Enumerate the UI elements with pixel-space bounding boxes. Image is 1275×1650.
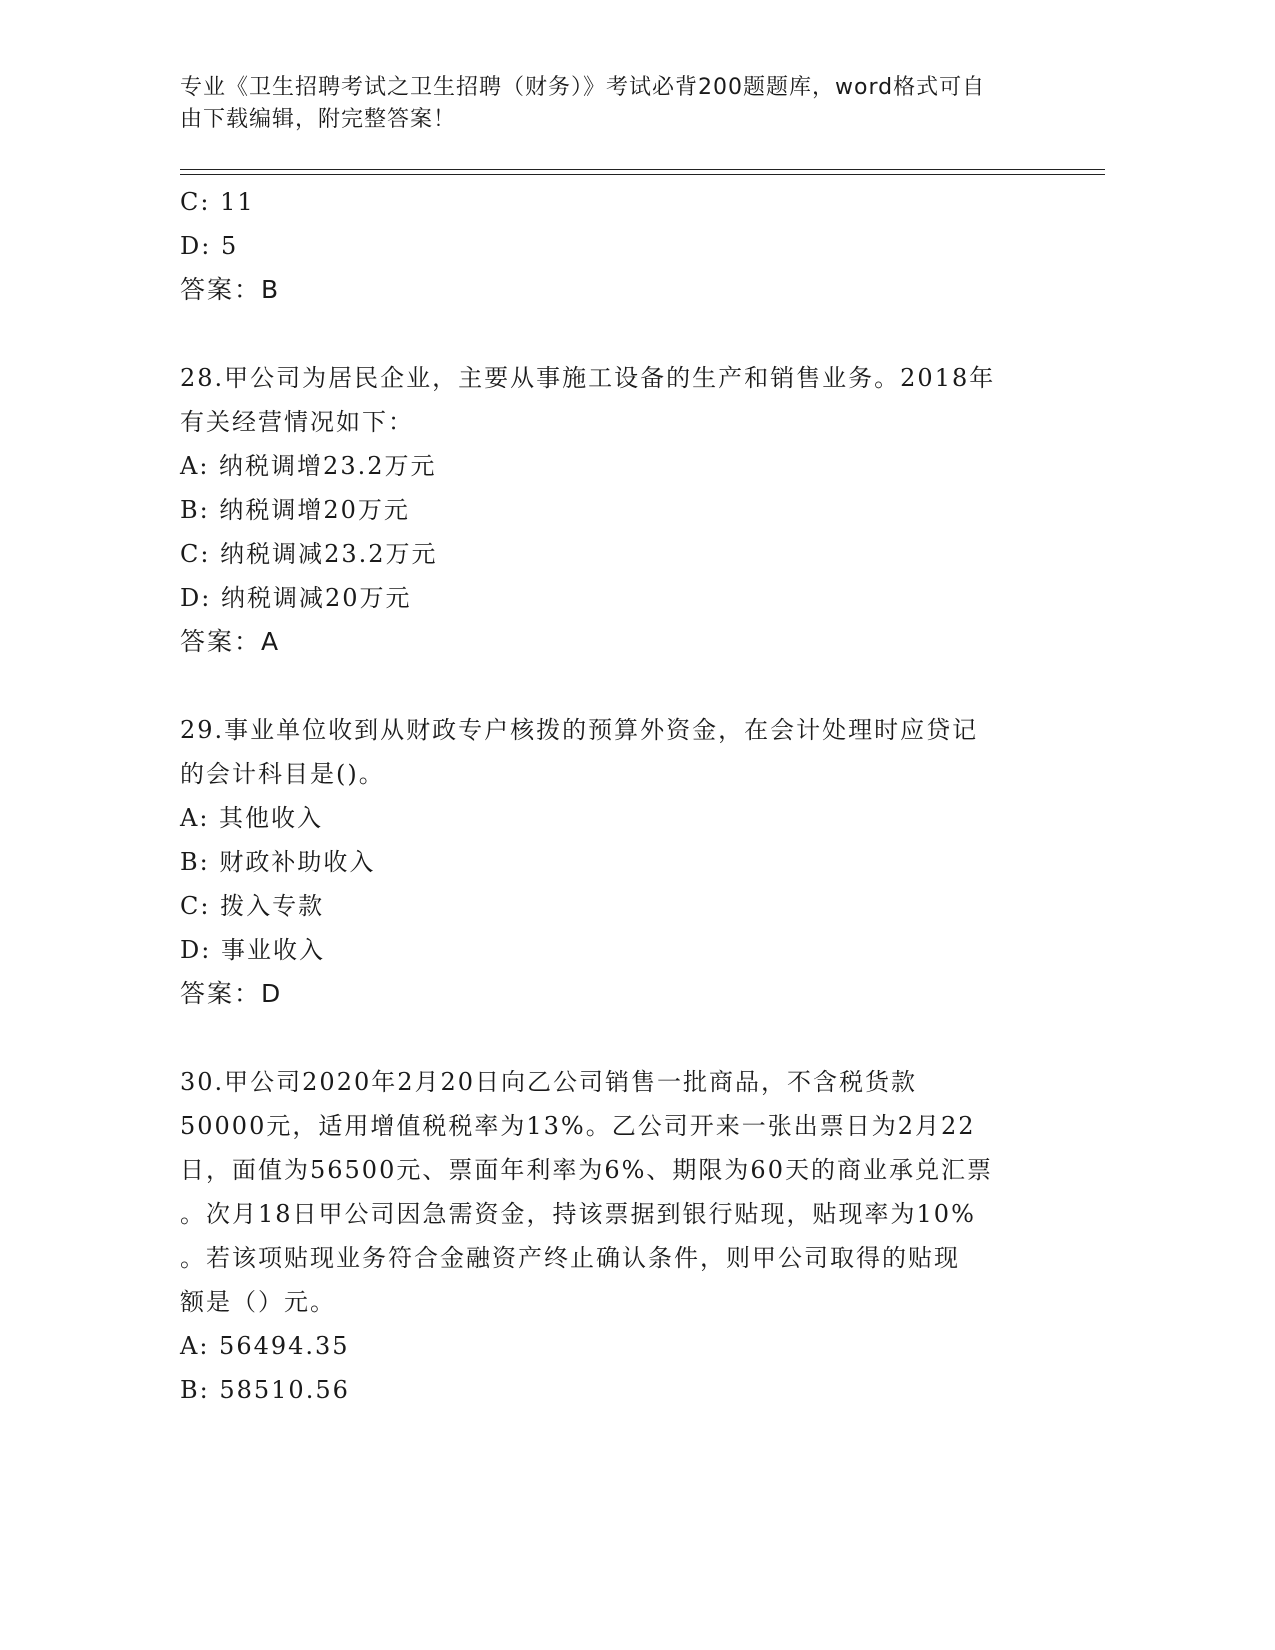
option-a: A: 纳税调增23.2万元 — [180, 452, 437, 480]
option-c: C: 拨入专款 — [180, 892, 325, 920]
spacer — [180, 664, 1060, 708]
question-line: 日，面值为56500元、票面年利率为6%、期限为60天的商业承兑汇票 — [180, 1156, 993, 1184]
answer-line: 答案：D — [180, 979, 283, 1008]
header-line-1: 专业《卫生招聘考试之卫生招聘（财务）》考试必背200题题库，word格式可自 — [180, 75, 986, 100]
question-text — [180, 708, 1060, 796]
answer-line: 答案：B — [180, 275, 281, 304]
document-header — [180, 72, 1060, 136]
question-text — [180, 1060, 1060, 1324]
spacer — [180, 1016, 1060, 1060]
question-28 — [180, 356, 1060, 664]
question-line: 有关经营情况如下： — [180, 408, 414, 436]
option-d: D: 事业收入 — [180, 936, 325, 964]
option-b: B: 纳税调增20万元 — [180, 496, 410, 524]
header-line-2: 由下载编辑，附完整答案！ — [180, 107, 457, 132]
question-line: 50000元，适用增值税税率为13%。乙公司开来一张出票日为2月22 — [180, 1112, 976, 1140]
spacer — [180, 312, 1060, 356]
previous-question-tail — [180, 180, 1060, 312]
question-line: 。若该项贴现业务符合金融资产终止确认条件，则甲公司取得的贴现 — [180, 1244, 960, 1272]
option-c: C: 纳税调减23.2万元 — [180, 540, 438, 568]
question-29 — [180, 708, 1060, 1016]
header-divider-bottom — [180, 174, 1105, 175]
option-d: D: 5 — [180, 232, 239, 260]
question-line: 。次月18日甲公司因急需资金，持该票据到银行贴现，贴现率为10% — [180, 1200, 976, 1228]
option-a: A: 56494.35 — [180, 1332, 350, 1360]
answer-line: 答案：A — [180, 627, 281, 656]
question-line: 28.甲公司为居民企业，主要从事施工设备的生产和销售业务。2018年 — [180, 364, 996, 392]
option-d: D: 纳税调减20万元 — [180, 584, 412, 612]
question-text — [180, 356, 1060, 444]
option-b: B: 财政补助收入 — [180, 848, 376, 876]
question-line: 的会计科目是()。 — [180, 760, 385, 788]
question-line: 29.事业单位收到从财政专户核拨的预算外资金，在会计处理时应贷记 — [180, 716, 979, 744]
question-30 — [180, 1060, 1060, 1412]
option-b: B: 58510.56 — [180, 1376, 350, 1404]
header-divider-top — [180, 169, 1105, 170]
option-c: C: 11 — [180, 188, 255, 216]
question-line: 30.甲公司2020年2月20日向乙公司销售一批商品，不含税货款 — [180, 1068, 918, 1096]
option-a: A: 其他收入 — [180, 804, 324, 832]
question-content — [180, 180, 1060, 1412]
question-line: 额是（）元。 — [180, 1288, 336, 1316]
